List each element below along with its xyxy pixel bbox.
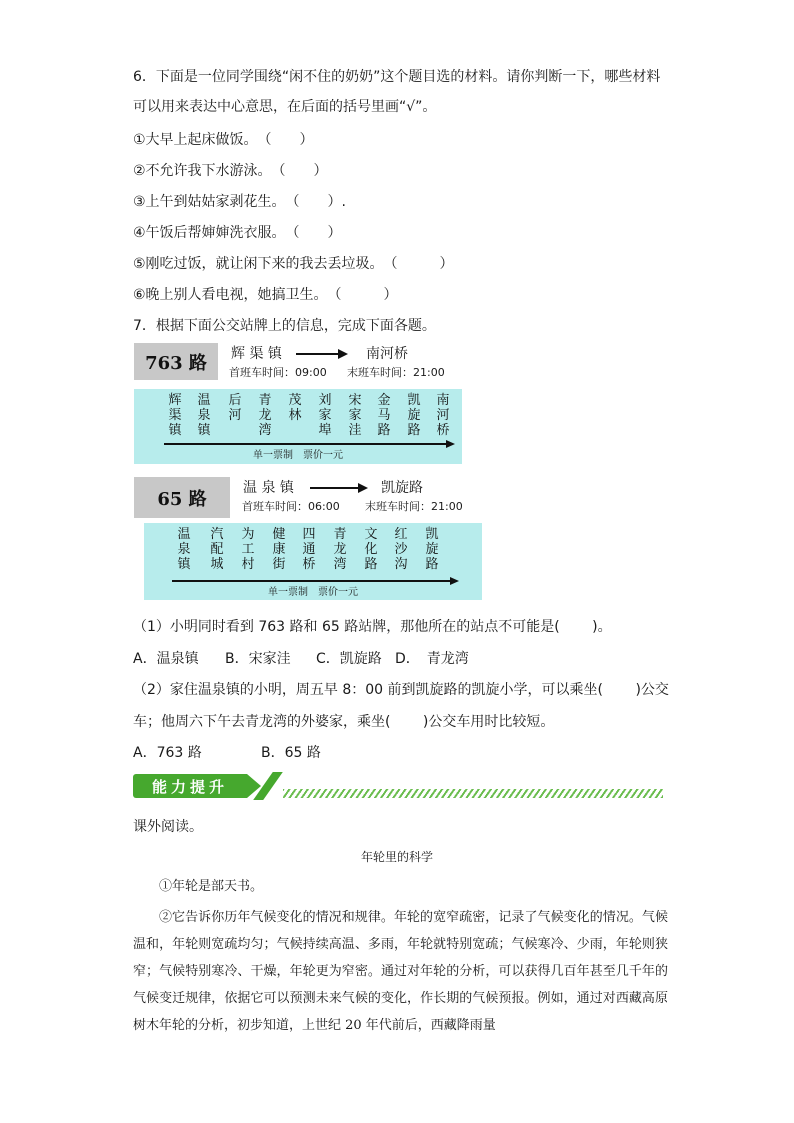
stop-label: 凯旋路: [407, 393, 421, 438]
route-arrow-65: [310, 487, 358, 489]
q7-sub1: （1）小明同时看到 763 路和 65 路站牌，那他所在的站点不可能是( )。: [133, 619, 612, 635]
stop-label: 温泉镇: [197, 393, 211, 438]
q7-sub2-line1: （2）家住温泉镇的小明，周五早 8：00 前到凯旋路的凯旋小学，可以乘坐( )公交: [133, 682, 669, 698]
stops-panel-65: [144, 523, 482, 600]
stop-label: 文化路: [364, 527, 378, 572]
ticket-info-763: 单一票制 票价一元: [253, 450, 343, 461]
route-number-65: 65 路: [134, 477, 230, 518]
q6-item: ②不允许我下水游泳。 （ ）: [133, 163, 328, 179]
q7-stem: 7．根据下面公交站牌上的信息，完成下面各题。: [133, 318, 436, 334]
q6-stem-line1: 6．下面是一位同学围绕“闲不住的奶奶”这个题目选的材料。请你判断一下，哪些材料: [133, 69, 661, 85]
stop-label: 汽配城: [210, 527, 224, 572]
q6-item: ③上午到姑姑家剥花生。 （ ）.: [133, 194, 347, 210]
stop-label: 凯旋路: [425, 527, 439, 572]
stop-label: 四通桥: [302, 527, 316, 572]
first-bus-763: 首班车时间：09:00: [229, 366, 327, 379]
direction-arrow-head-icon: [446, 440, 455, 448]
section-banner-label: 能力提升: [133, 774, 247, 798]
option-a: A．温泉镇: [133, 651, 199, 667]
last-bus-763: 末班车时间：21:00: [347, 366, 445, 379]
stop-label: 青龙湾: [258, 393, 272, 438]
option-c: C．凯旋路: [316, 651, 382, 667]
route-to-65: 凯旋路: [381, 480, 423, 496]
stop-label: 温泉镇: [177, 527, 191, 572]
option-a: A．763 路: [133, 745, 202, 761]
stops-panel-763: [134, 389, 462, 464]
route-arrow-head-icon: [338, 349, 348, 359]
stop-label: 青龙湾: [333, 527, 347, 572]
q7-sub1-options: [133, 649, 469, 669]
stop-label: 健康街: [272, 527, 286, 572]
stop-label: 金马路: [377, 393, 391, 438]
direction-arrow-head-icon: [450, 577, 459, 585]
option-d: D． 青龙湾: [395, 651, 469, 667]
banner-hatch-shape: [283, 789, 663, 798]
last-bus-65: 末班车时间：21:00: [365, 500, 463, 513]
reading-title: 年轮里的科学: [360, 850, 433, 864]
section-banner: [133, 772, 663, 802]
option-b: B．宋家洼: [225, 651, 291, 667]
q6-stem-line2: 可以用来表达中心意思，在后面的括号里画“√”。: [133, 99, 437, 115]
q6-item: ⑥晚上别人看电视，她搞卫生。 （ ）: [133, 287, 398, 303]
ticket-info-65: 单一票制 票价一元: [268, 587, 358, 598]
stop-label: 宋家洼: [348, 393, 362, 438]
q6-item: ①大早上起床做饭。 （ ）: [133, 132, 314, 148]
q7-sub2-line2: 车；他周六下午去青龙湾的外婆家，乘坐( )公交车用时比较短。: [133, 714, 555, 730]
stop-label: 茂林: [288, 393, 302, 423]
stop-label: 辉渠镇: [168, 393, 182, 438]
route-to-763: 南河桥: [366, 346, 408, 362]
stop-label: 红沙沟: [394, 527, 408, 572]
route-arrow-763: [296, 353, 338, 355]
first-bus-65: 首班车时间：06:00: [242, 500, 340, 513]
route-arrow-head-icon: [358, 483, 368, 493]
q7-sub2-options: [133, 743, 321, 763]
direction-arrow: [164, 443, 446, 445]
q6-item: ④午饭后帮婶婶洗衣服。 （ ）: [133, 225, 342, 241]
reading-paragraph-2: ②它告诉你历年气候变化的情况和规律。年轮的宽窄疏密，记录了气候变化的情况。气候温和，年轮则宽疏均匀；气候持续高温、多雨，年轮就特别宽疏；气候寒冷、少雨，年轮则狭窄；气候特别寒冷、干燥，年轮更为窄密。通过对年轮的分析，可以获得几百年甚至几千年的气候变迁规律，依据它可以预测未来气候的变化，作长期的气候预报。例如，通过对西藏高原树木年轮的分析，初步知道，上世纪 20 年代前后，西藏降雨量: [133, 910, 668, 1033]
stop-label: 刘家埠: [318, 393, 332, 438]
reading-paragraph-1: ①年轮是部天书。: [159, 879, 264, 894]
route-from-763: 辉 渠 镇: [231, 346, 282, 362]
stop-label: 南河桥: [436, 393, 450, 438]
route-from-65: 温 泉 镇: [243, 480, 294, 496]
q6-item: ⑤刚吃过饭，就让闲下来的我去丢垃圾。 （ ）: [133, 256, 454, 272]
stop-label: 为工村: [241, 527, 255, 572]
reading-intro: 课外阅读。: [133, 819, 203, 835]
direction-arrow: [172, 580, 450, 582]
option-b: B．65 路: [261, 745, 321, 761]
stop-label: 后河: [228, 393, 242, 423]
route-number-763: 763 路: [134, 343, 218, 380]
